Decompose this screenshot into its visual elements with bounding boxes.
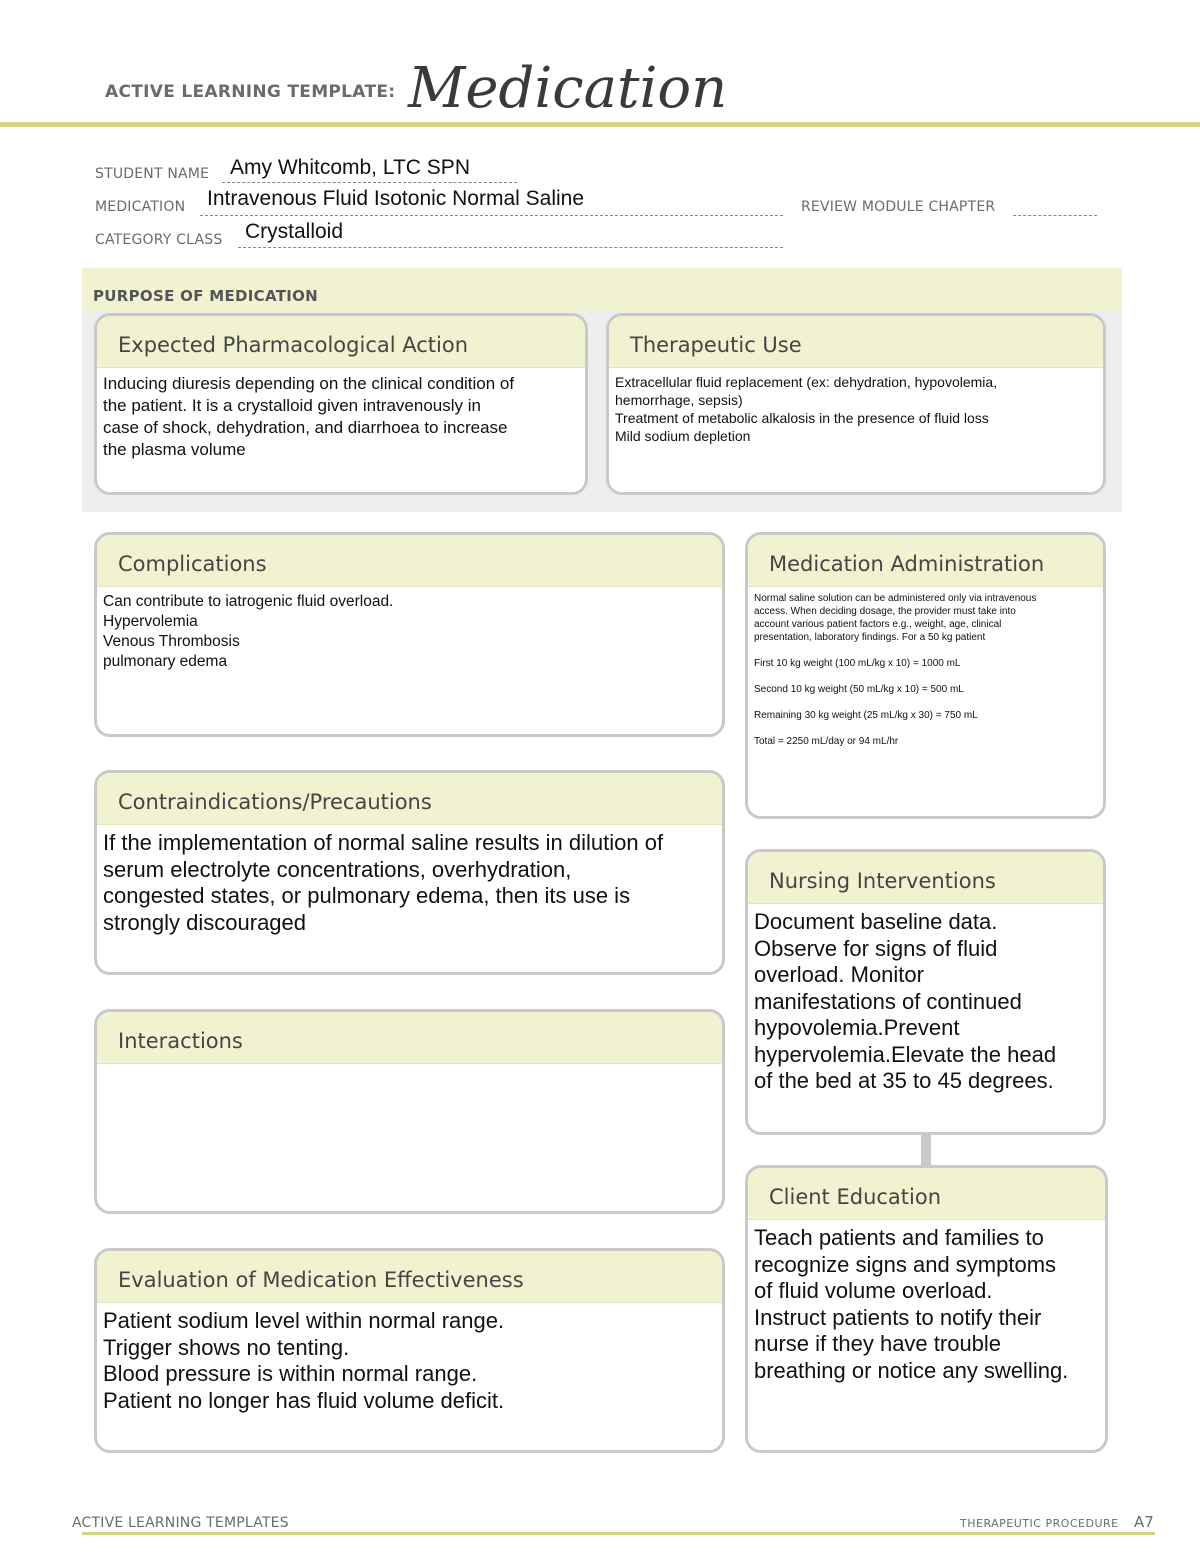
evaluation-line: Patient sodium level within normal range. <box>103 1308 505 1333</box>
student-name-field[interactable]: Amy Whitcomb, LTC SPN <box>230 156 470 179</box>
nursing-interventions-line: manifestations of continued <box>754 988 1022 1014</box>
medication-label: MEDICATION <box>95 199 186 215</box>
card-connector <box>921 1133 931 1167</box>
interactions-title: Interactions <box>97 1012 722 1064</box>
category-class-field[interactable]: Crystalloid <box>245 220 344 243</box>
client-education-line: nurse if they have trouble <box>754 1331 1002 1356</box>
evaluation-line: Blood pressure is within normal range. <box>103 1361 478 1386</box>
client-education-card <box>745 1165 1108 1453</box>
purpose-label: PURPOSE OF MEDICATION <box>93 287 319 305</box>
review-module-field[interactable] <box>1013 214 1097 216</box>
contraindications-line: serum electrolyte concentrations, overhydration, <box>103 856 572 882</box>
administration-intro-line: presentation, laboratory findings. For a 50 kg patient <box>754 632 986 643</box>
administration-remaining-dose: Remaining 30 kg weight (25 mL/kg x 30) = 750 mL <box>754 710 978 721</box>
review-module-label: REVIEW MODULE CHAPTER <box>801 199 996 215</box>
evaluation-title: Evaluation of Medication Effectiveness <box>97 1251 722 1303</box>
student-name-underline <box>222 181 517 183</box>
client-education-line: Instruct patients to notify their <box>754 1304 1042 1330</box>
evaluation-card <box>94 1248 725 1453</box>
complications-line: pulmonary edema <box>103 653 228 670</box>
nursing-interventions-card <box>745 849 1106 1135</box>
contraindications-body[interactable] <box>97 825 722 941</box>
medication-underline <box>200 214 783 216</box>
administration-second-dose: Second 10 kg weight (50 mL/kg x 10) = 500 mL <box>754 684 964 695</box>
nursing-interventions-title: Nursing Interventions <box>748 852 1103 904</box>
client-education-line: of fluid volume overload. <box>754 1278 993 1303</box>
complications-body[interactable] <box>97 587 722 677</box>
nursing-interventions-line: of the bed at 35 to 45 degrees. <box>754 1068 1054 1093</box>
footer-right-label: THERAPEUTIC PROCEDURE <box>960 1517 1119 1530</box>
therapeutic-use-body[interactable] <box>609 368 1103 450</box>
therapeutic-use-line: Mild sodium depletion <box>615 428 751 444</box>
complications-line: Venous Thrombosis <box>103 633 240 650</box>
evaluation-body[interactable] <box>97 1303 722 1419</box>
client-education-line: recognize signs and symptoms <box>754 1251 1057 1277</box>
client-education-line: Teach patients and families to <box>754 1225 1044 1250</box>
contraindications-line: congested states, or pulmonary edema, then its use is <box>103 883 631 908</box>
complications-line: Can contribute to iatrogenic fluid overload. <box>103 593 394 610</box>
expected-action-body[interactable] <box>97 368 585 466</box>
student-name-label: STUDENT NAME <box>95 166 210 182</box>
nursing-interventions-line: hypovolemia.Prevent <box>754 1015 960 1040</box>
administration-first-dose: First 10 kg weight (100 mL/kg x 10) = 1000 mL <box>754 658 961 669</box>
expected-action-line: case of shock, dehydration, and diarrhoea to increase <box>103 418 508 437</box>
medication-administration-title: Medication Administration <box>748 535 1103 587</box>
interactions-body[interactable] <box>97 1064 722 1214</box>
header-rule <box>0 122 1200 127</box>
medication-administration-body[interactable] <box>748 587 1103 753</box>
therapeutic-use-title: Therapeutic Use <box>609 316 1103 368</box>
footer-page-number: A7 <box>1134 1513 1154 1531</box>
nursing-interventions-line: overload. Monitor <box>754 962 924 987</box>
contraindications-card <box>94 770 725 975</box>
nursing-interventions-line: Observe for signs of fluid <box>754 935 998 961</box>
nursing-interventions-line: hypervolemia.Elevate the head <box>754 1041 1057 1067</box>
therapeutic-use-line: Treatment of metabolic alkalosis in the presence of fluid loss <box>615 410 989 426</box>
template-label: ACTIVE LEARNING TEMPLATE: <box>105 82 396 102</box>
nursing-interventions-line: Document baseline data. <box>754 909 998 934</box>
footer-left-label: ACTIVE LEARNING TEMPLATES <box>72 1515 289 1531</box>
complications-line: Hypervolemia <box>103 613 198 630</box>
page-title: Medication <box>408 56 728 121</box>
medication-field[interactable]: Intravenous Fluid Isotonic Normal Saline <box>207 187 585 210</box>
evaluation-line: Patient no longer has fluid volume deficit. <box>103 1387 505 1413</box>
expected-action-card <box>94 313 588 495</box>
client-education-body[interactable] <box>748 1220 1105 1389</box>
therapeutic-use-line: hemorrhage, sepsis) <box>615 392 743 408</box>
administration-intro-line: account various patient factors e.g., weight, age, clinical <box>754 619 1002 630</box>
therapeutic-use-line: Extracellular fluid replacement (ex: dehydration, hypovolemia, <box>615 374 998 390</box>
footer-rule <box>82 1532 1155 1535</box>
expected-action-title: Expected Pharmacological Action <box>97 316 585 368</box>
nursing-interventions-body[interactable] <box>748 904 1103 1100</box>
administration-intro-line: Normal saline solution can be administered only via intravenous <box>754 593 1037 604</box>
administration-total: Total = 2250 mL/day or 94 mL/hr <box>754 736 899 747</box>
medication-administration-card <box>745 532 1106 819</box>
complications-title: Complications <box>97 535 722 587</box>
therapeutic-use-card <box>606 313 1106 495</box>
expected-action-line: the patient. It is a crystalloid given intravenously in <box>103 396 481 415</box>
expected-action-line: Inducing diuresis depending on the clinical condition of <box>103 374 515 393</box>
administration-intro-line: access. When deciding dosage, the provider must take into <box>754 606 1016 617</box>
interactions-card <box>94 1009 725 1214</box>
complications-card <box>94 532 725 737</box>
client-education-line: breathing or notice any swelling. <box>754 1357 1069 1383</box>
expected-action-line: the plasma volume <box>103 440 246 459</box>
contraindications-line: If the implementation of normal saline results in dilution of <box>103 830 664 855</box>
contraindications-title: Contraindications/Precautions <box>97 773 722 825</box>
client-education-title: Client Education <box>748 1168 1105 1220</box>
category-class-label: CATEGORY CLASS <box>95 232 223 248</box>
contraindications-line: strongly discouraged <box>103 909 307 935</box>
category-class-underline <box>238 246 783 248</box>
evaluation-line: Trigger shows no tenting. <box>103 1334 350 1360</box>
